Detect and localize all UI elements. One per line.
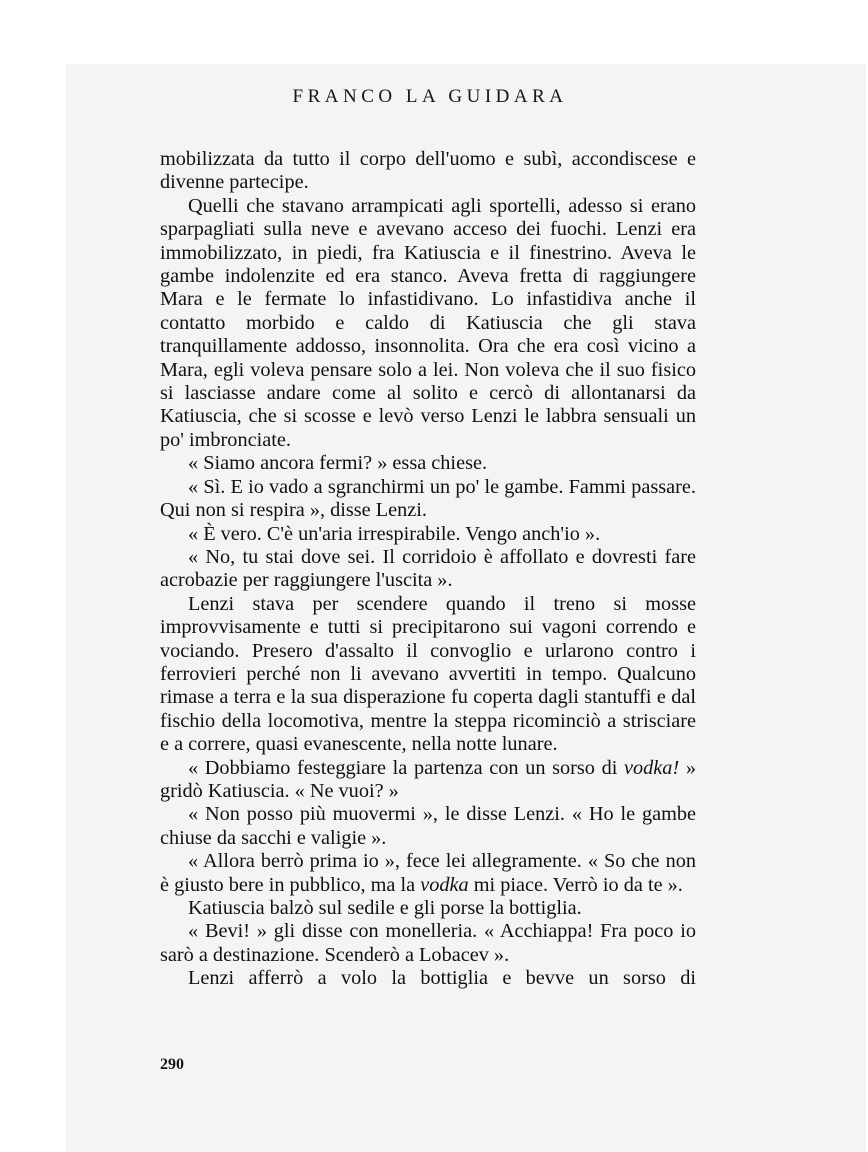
paragraph-9: « Non posso più muovermi », le disse Lenzi. « Ho le gambe chiuse da sacchi e valigie ». [160,803,696,849]
paragraph-10 [160,850,696,897]
body-text [160,148,696,991]
paragraph-4: « Sì. E io vado a sgranchirmi un po' le gambe. Fammi passare. Qui non si respira », disse Lenzi. [160,475,696,522]
paragraph-8-italic: vodka! [624,756,680,779]
paragraph-12: « Bevi! » gli disse con monelleria. « Acchiappa! Fra poco io sarò a destinazione. Scenderò a Lobacev ». [160,920,696,966]
paragraph-10-end: mi piace. Verrò io da te ». [468,873,683,896]
paragraph-8 [160,757,696,804]
paragraph-1: mobilizzata da tutto il corpo dell'uomo e subì, accondiscese e divenne partecipe. [160,148,696,194]
paragraph-8-start: « Dobbiamo festeggiare la partenza con un sorso di [188,756,625,779]
paragraph-10-italic: vodka [420,873,469,896]
paragraph-3: « Siamo ancora fermi? » essa chiese. [188,452,488,475]
paragraph-10-start: « Allora berrò prima io », fece lei allegramente. « So che non è giusto bere in pubblico, ma la [160,850,696,896]
paragraph-2: Quelli che stavano arrampicati agli sportelli, adesso si erano sparpagliati sulla neve e avevano acceso dei fuochi. Lenzi era immobilizzato, in piedi, fra Katiuscia e il finestrino. Aveva le gambe indolenzite ed era stanco. Aveva fretta di raggiungere Mara e le fermate lo infastidivano. Lo infastidiva anche il contatto morbido e caldo di Katiuscia che gli stava tranquillamente addosso, insonnolita. Ora che era così vicino a Mara, egli voleva pensare solo a lei. Non voleva che il suo fisico si lasciasse andare come al solito e cercò di allontanarsi da Katiuscia, che si scosse e levò verso Lenzi le labbra sensuali un po' imbronciate. [160,194,696,451]
paragraph-7: Lenzi stava per scendere quando il treno si mosse improvvisamente e tutti si precipitarono sui vagoni correndo e vociando. Presero d'assalto il convoglio e urlarono contro i ferrovieri perché non li avevano avvertiti in tempo. Qualcuno rimase a terra e la sua disperazione fu coperta dagli stantuffi e dal fischio della locomotiva, mentre la steppa ricominciò a strisciare e a correre, quasi evanescente, nella notte lunare. [160,592,696,756]
paragraph-6: « No, tu stai dove sei. Il corridoio è affollato e dovresti fare acrobazie per raggiungere l'uscita ». [160,545,696,592]
paragraph-11: Katiuscia balzò sul sedile e gli porse la bottiglia. [188,897,582,919]
paragraph-13: Lenzi afferrò a volo la bottiglia e bevve un sorso di [188,967,696,990]
paragraph-8-end: » gridò Katiuscia. « Ne vuoi? » [160,756,696,802]
running-header: FRANCO LA GUIDARA [292,86,568,107]
paragraph-5: « È vero. C'è un'aria irrespirabile. Vengo anch'io ». [188,522,601,545]
page-number: 290 [160,1056,184,1073]
